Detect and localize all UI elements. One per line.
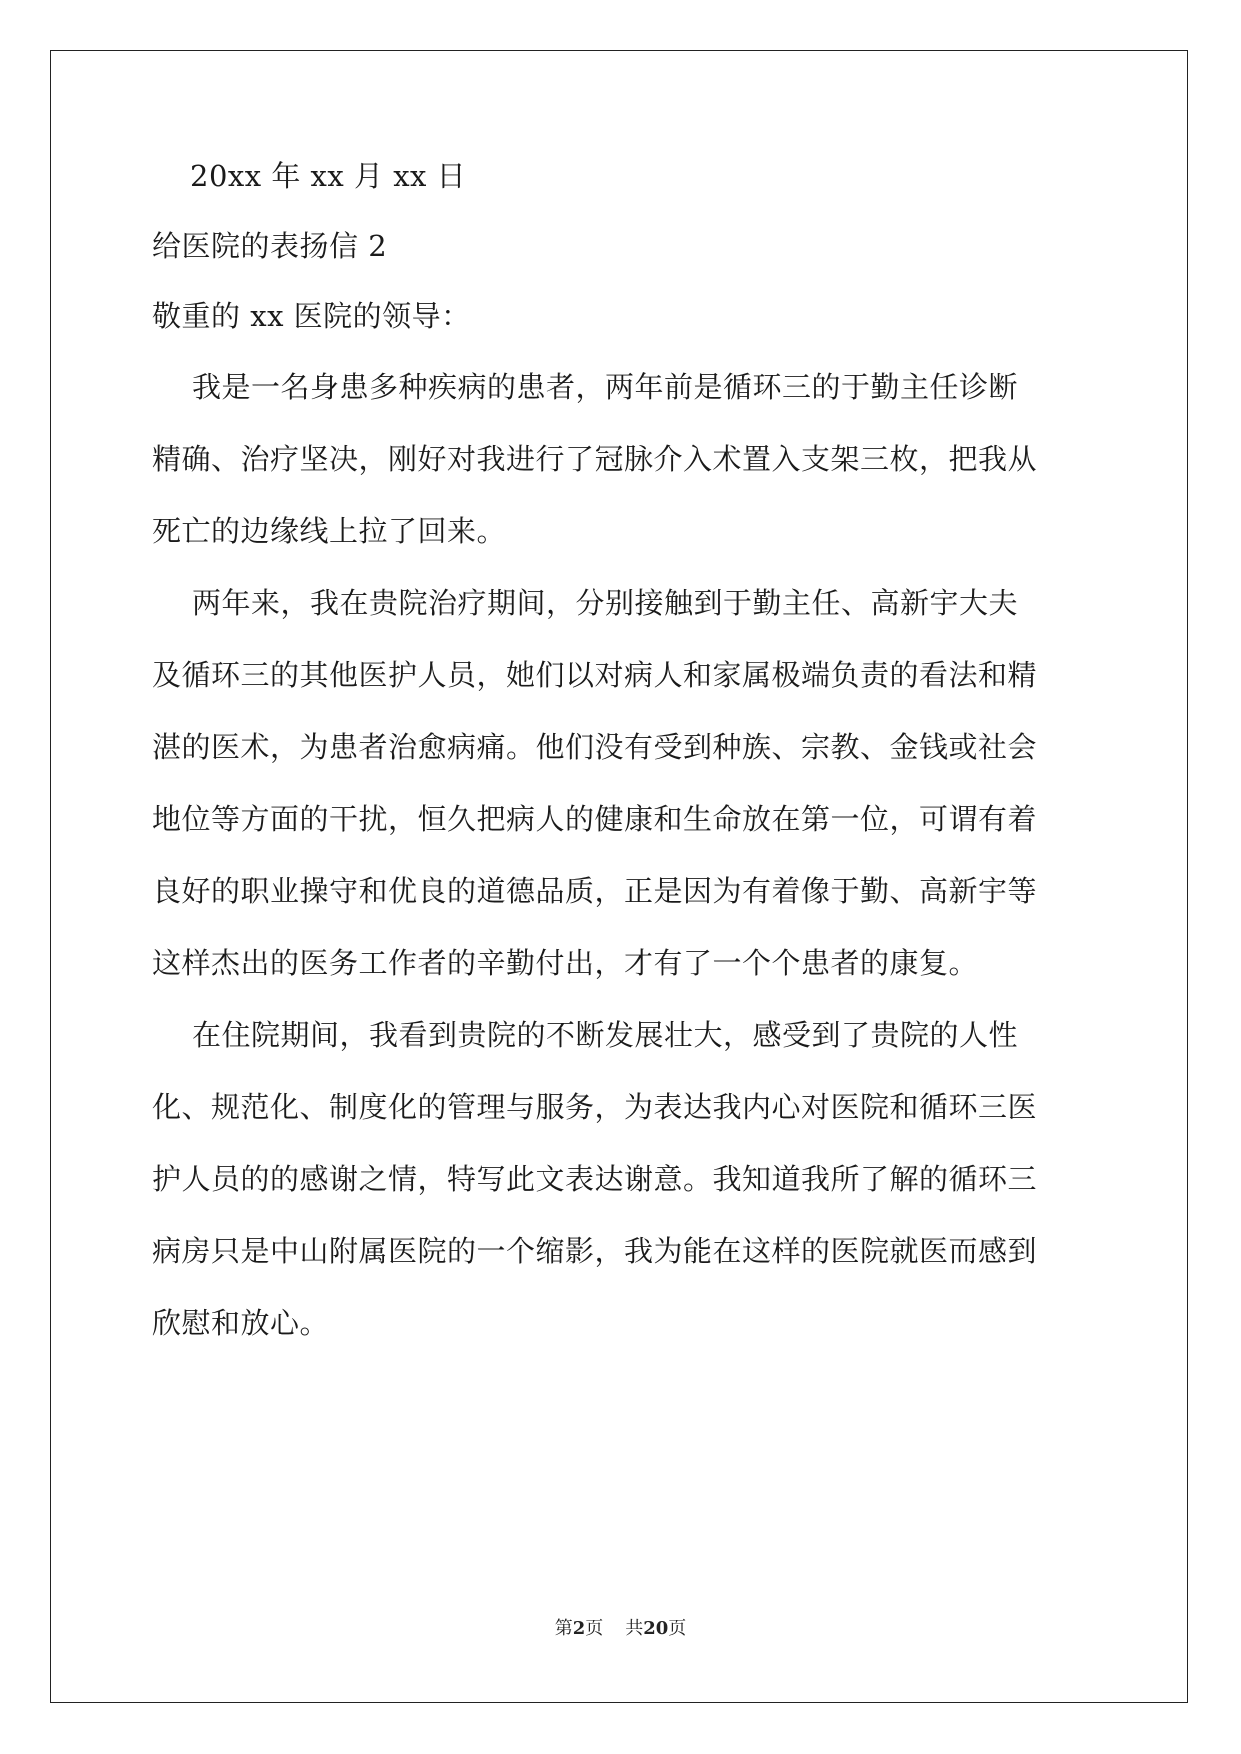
- paragraph-line: 在住院期间，我看到贵院的不断发展壮大，感受到了贵院的人性: [192, 1018, 1019, 1052]
- page-current: 2: [572, 1618, 586, 1639]
- paragraph-line: 化、规范化、制度化的管理与服务，为表达我内心对医院和循环三医: [152, 1090, 1038, 1124]
- page-total: 20: [643, 1618, 669, 1639]
- paragraph-line: 地位等方面的干扰，恒久把病人的健康和生命放在第一位，可谓有着: [152, 802, 1038, 836]
- paragraph-line: 这样杰出的医务工作者的辛勤付出，才有了一个个患者的康复。: [152, 946, 979, 980]
- paragraph-line: 湛的医术，为患者治愈病痛。他们没有受到种族、宗教、金钱或社会: [152, 730, 1038, 764]
- salutation: 敬重的 xx 医院的领导：: [152, 299, 471, 333]
- page-suffix: 页: [585, 1618, 604, 1639]
- paragraph-line: 我是一名身患多种疾病的患者，两年前是循环三的于勤主任诊断: [192, 370, 1019, 404]
- paragraph-line: 两年来，我在贵院治疗期间，分别接触到于勤主任、高新宇大夫: [192, 586, 1019, 620]
- letter-title: 给医院的表扬信 2: [152, 229, 388, 263]
- total-suffix: 页: [668, 1618, 687, 1639]
- paragraph-line: 死亡的边缘线上拉了回来。: [152, 514, 507, 548]
- paragraph-line: 及循环三的其他医护人员，她们以对病人和家属极端负责的看法和精: [152, 658, 1038, 692]
- total-prefix: 共: [625, 1618, 644, 1639]
- paragraph-line: 病房只是中山附属医院的一个缩影，我为能在这样的医院就医而感到: [152, 1234, 1038, 1268]
- date-line: 20xx 年 xx 月 xx 日: [190, 159, 467, 193]
- page-prefix: 第: [554, 1618, 573, 1639]
- paragraph-line: 良好的职业操守和优良的道德品质，正是因为有着像于勤、高新宇等: [152, 874, 1038, 908]
- page-footer: [0, 1617, 1241, 1641]
- paragraph-line: 护人员的的感谢之情，特写此文表达谢意。我知道我所了解的循环三: [152, 1162, 1038, 1196]
- paragraph-line: 欣慰和放心。: [152, 1306, 330, 1340]
- paragraph-line: 精确、治疗坚决，刚好对我进行了冠脉介入术置入支架三枚，把我从: [152, 442, 1038, 476]
